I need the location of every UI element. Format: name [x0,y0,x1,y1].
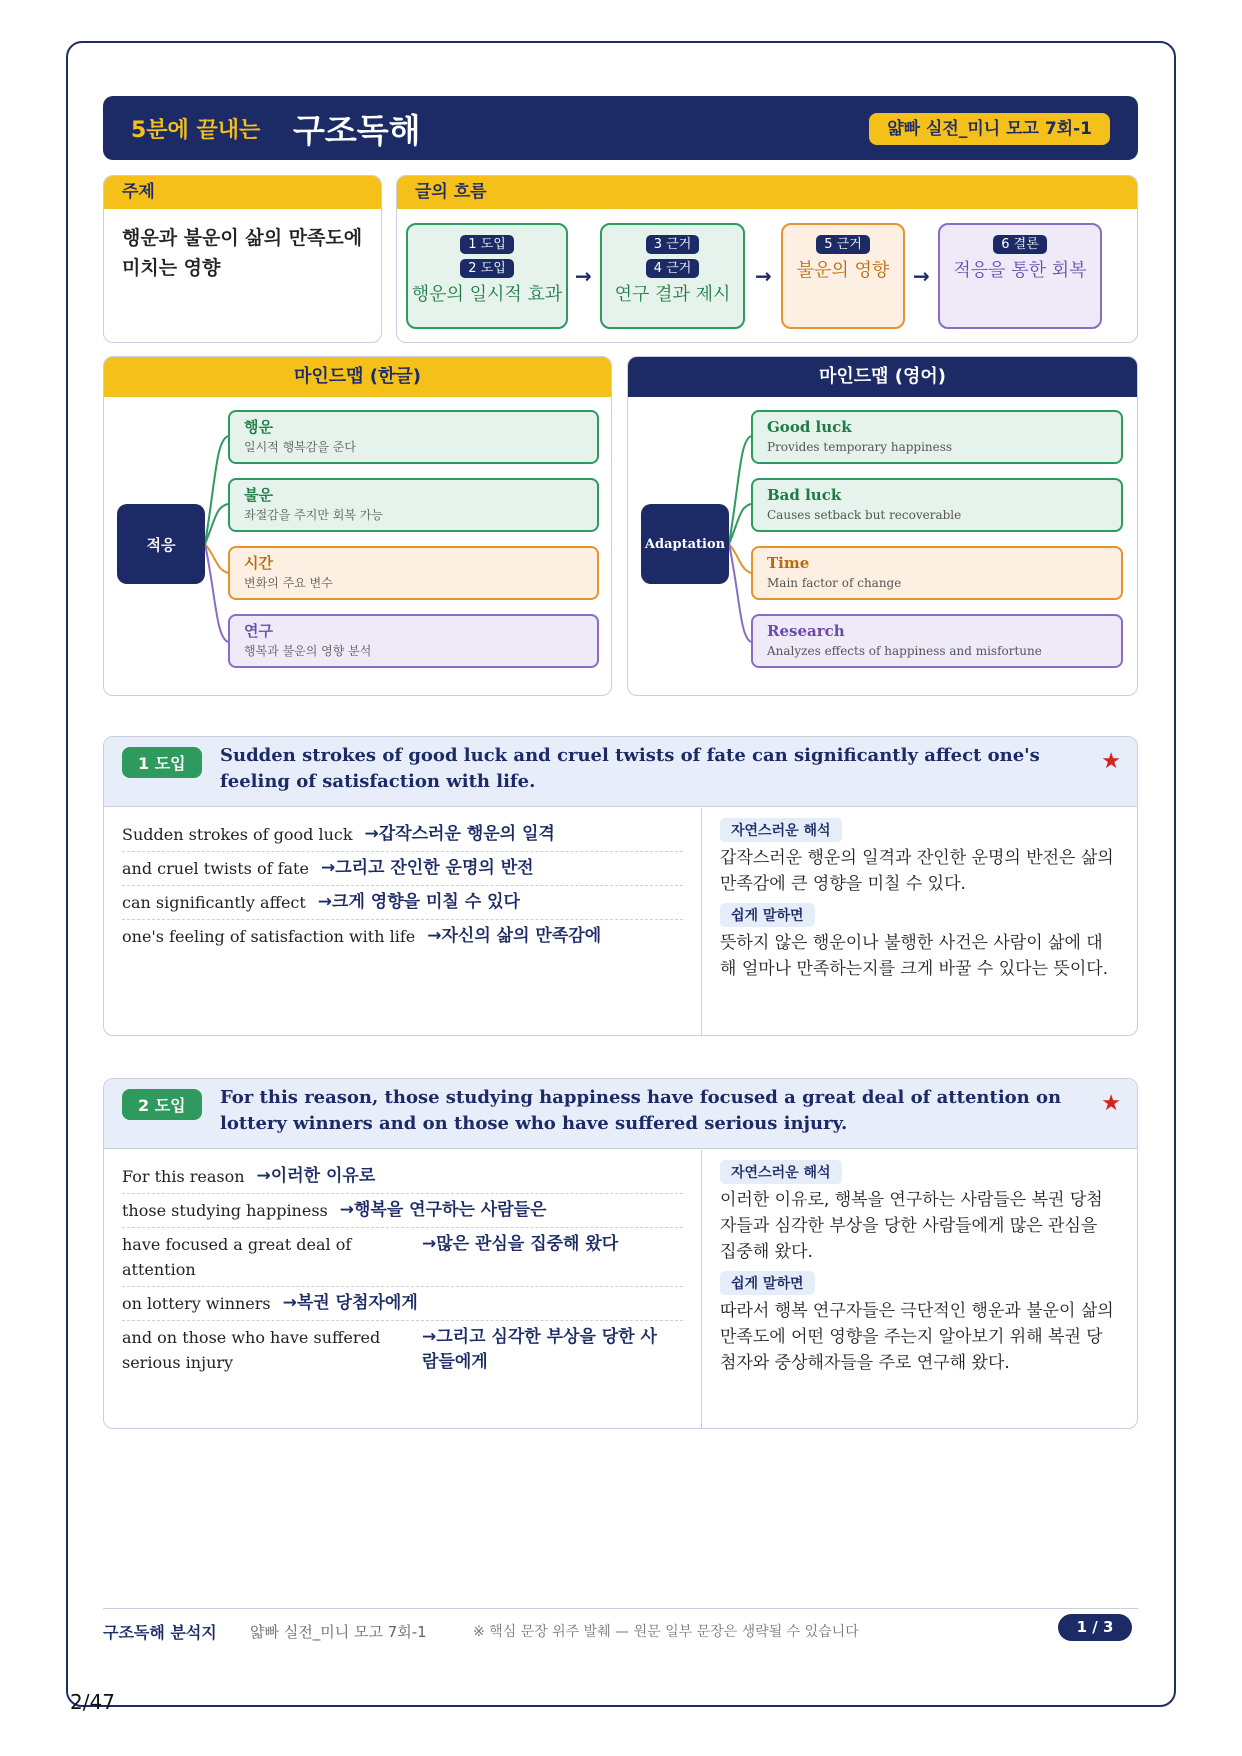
mindmap-root: 적응 [117,504,205,584]
mindmap-node [228,478,599,532]
mindmap-node-desc: 변화의 주요 변수 [244,576,333,590]
chunk-row [122,920,683,953]
flow-step-badge: 2 도입 [460,259,514,278]
natural-translation: 이러한 이유로, 행복을 연구하는 사람들은 복권 당첨자들과 심각한 부상을 당한 사람들에게 많은 관심을 집중해 왔다. [720,1190,1103,1262]
chunk-korean: →그리고 심각한 부상을 당한 사람들에게 [422,1327,657,1372]
mindmap-node [751,410,1123,464]
flow-step-3 [781,223,905,329]
topic-heading: 주제 [104,176,381,209]
star-icon: ★ [1101,1091,1121,1116]
flow-step-label: 연구 결과 제시 [614,284,731,305]
natural-label: 자연스러운 해석 [720,818,842,842]
chunk-row [122,1228,683,1287]
header-subtitle: 5분에 끝내는 [131,118,261,143]
chunk-korean: →복권 당첨자에게 [282,1293,418,1313]
chunk-korean: →많은 관심을 집중해 왔다 [422,1234,619,1254]
natural-label: 자연스러운 해석 [720,1160,842,1184]
mindmap-node-title: 연구 [244,622,273,640]
mindmap-node [228,546,599,600]
page-indicator: 1 / 3 [1058,1614,1132,1641]
footer-subtitle: 얇빠 실전_미니 모고 7회-1 [250,1623,427,1641]
section-badge: 2 도입 [122,1089,202,1120]
chunk-korean: →자신의 삶의 만족감에 [427,926,602,946]
mindmap-korean-heading: 마인드맵 (한글) [104,357,611,397]
chunk-english: can significantly affect [122,893,306,912]
footer-divider [103,1608,1138,1609]
flow-step-badge: 1 도입 [460,235,514,254]
chunk-list [104,808,702,1035]
chunk-korean: →그리고 잔인한 운명의 반전 [320,858,534,878]
chunk-korean: →크게 영향을 미칠 수 있다 [317,892,520,912]
natural-translation: 갑작스러운 행운의 일격과 잔인한 운명의 반전은 삶의 만족감에 큰 영향을 미칠 수 있다. [720,848,1114,894]
footer-title: 구조독해 분석지 [103,1623,217,1642]
chunk-row [122,852,683,886]
topic-card [103,175,382,343]
section-header [104,1079,1137,1149]
section-sentence: Sudden strokes of good luck and cruel twists of fate can significantly affect one's feeling of satisfaction with life. [220,745,1040,792]
flow-heading: 글의 흐름 [397,176,1137,209]
mindmap-node-desc: Main factor of change [767,576,902,590]
mindmap-node-title: 시간 [244,554,273,572]
easy-explanation: 뜻하지 않은 행운이나 불행한 사건은 사람이 삶에 대해 얼마나 만족하는지를 크게 바꿀 수 있다는 뜻이다. [720,933,1109,979]
flow-step-label: 불운의 영향 [796,260,890,281]
header-tag: 얇빠 실전_미니 모고 7회-1 [869,113,1110,145]
chunk-row [122,1194,683,1228]
mindmap-node-desc: 좌절감을 주지만 회복 가능 [244,508,383,522]
mindmap-node-desc: Provides temporary happiness [767,440,953,454]
mindmap-korean [103,356,612,696]
flow-step-2 [600,223,745,329]
mindmap-node-desc: 행복과 불운의 영향 분석 [244,644,372,658]
sentence-section-1 [103,736,1138,1036]
section-sentence: For this reason, those studying happiness have focused a great deal of attention on lottery winners and on those who have suffered serious injury. [220,1087,1062,1134]
footer-note: ※ 핵심 문장 위주 발췌 — 원문 일부 문장은 생략될 수 있습니다 [473,1624,859,1640]
mindmap-node [751,478,1123,532]
mindmap-node-title: Good luck [767,418,852,436]
mindmap-node-title: 불운 [244,486,273,504]
flow-arrow-icon: → [575,264,592,288]
section-badge: 1 도입 [122,747,202,778]
flow-step-badge: 4 근거 [646,259,700,278]
flow-step-label: 적응을 통한 회복 [953,260,1087,281]
mindmap-root: Adaptation [641,504,729,584]
document-page-count: 2/47 [70,1690,115,1714]
flow-step-badge: 5 근거 [816,235,870,254]
chunk-english: For this reason [122,1167,245,1186]
chunk-english: and on those who have suffered serious injury [122,1328,381,1372]
chunk-korean: →행복을 연구하는 사람들은 [339,1200,547,1220]
chunk-row [122,1160,683,1194]
mindmap-english-heading: 마인드맵 (영어) [628,357,1137,397]
chunk-english: those studying happiness [122,1201,328,1220]
header-banner [103,96,1138,160]
flow-step-4 [938,223,1102,329]
chunk-korean: →갑작스러운 행운의 일격 [364,824,555,844]
chunk-korean: →이러한 이유로 [256,1166,376,1186]
mindmap-node-desc: Analyzes effects of happiness and misfortune [767,644,1042,658]
mindmap-node [228,614,599,668]
star-icon: ★ [1101,749,1121,774]
chunk-row [122,818,683,852]
mindmap-node-desc: 일시적 행복감을 준다 [244,440,356,454]
flow-arrow-icon: → [913,264,930,288]
chunk-list [104,1150,702,1428]
mindmap-english [627,356,1138,696]
chunk-english: one's feeling of satisfaction with life [122,927,416,946]
chunk-row [122,886,683,920]
sentence-section-2 [103,1078,1138,1429]
chunk-english: and cruel twists of fate [122,859,309,878]
chunk-row [122,1287,683,1321]
mindmap-node-desc: Causes setback but recoverable [767,508,962,522]
mindmap-node-title: Bad luck [767,486,842,504]
mindmap-node-title: Research [767,622,845,640]
flow-step-badge: 3 근거 [646,235,700,254]
flow-step-badge: 6 결론 [993,235,1047,254]
topic-text: 행운과 불운이 삶의 만족도에 미치는 영향 [122,227,363,279]
chunk-english: Sudden strokes of good luck [122,825,353,844]
mindmap-node [751,614,1123,668]
header-title: 구조독해 [293,111,421,150]
section-header [104,737,1137,807]
interpretation-panel [702,1150,1137,1428]
easy-label: 쉽게 말하면 [720,903,815,927]
flow-step-1 [406,223,568,329]
flow-step-label: 행운의 일시적 효과 [411,284,563,305]
flow-card [396,175,1138,343]
mindmap-node-title: 행운 [244,418,273,436]
mindmap-node-title: Time [767,554,810,572]
easy-explanation: 따라서 행복 연구자들은 극단적인 행운과 불운이 삶의 만족도에 어떤 영향을 주는지 알아보기 위해 복권 당첨자와 중상해자들을 주로 연구해 왔다. [720,1301,1114,1373]
mindmap-node [751,546,1123,600]
easy-label: 쉽게 말하면 [720,1271,815,1295]
mindmap-node [228,410,599,464]
interpretation-panel [702,808,1137,1035]
chunk-english: on lottery winners [122,1294,271,1313]
flow-arrow-icon: → [755,264,772,288]
chunk-english: have focused a great deal of attention [122,1235,352,1279]
chunk-row [122,1321,683,1379]
